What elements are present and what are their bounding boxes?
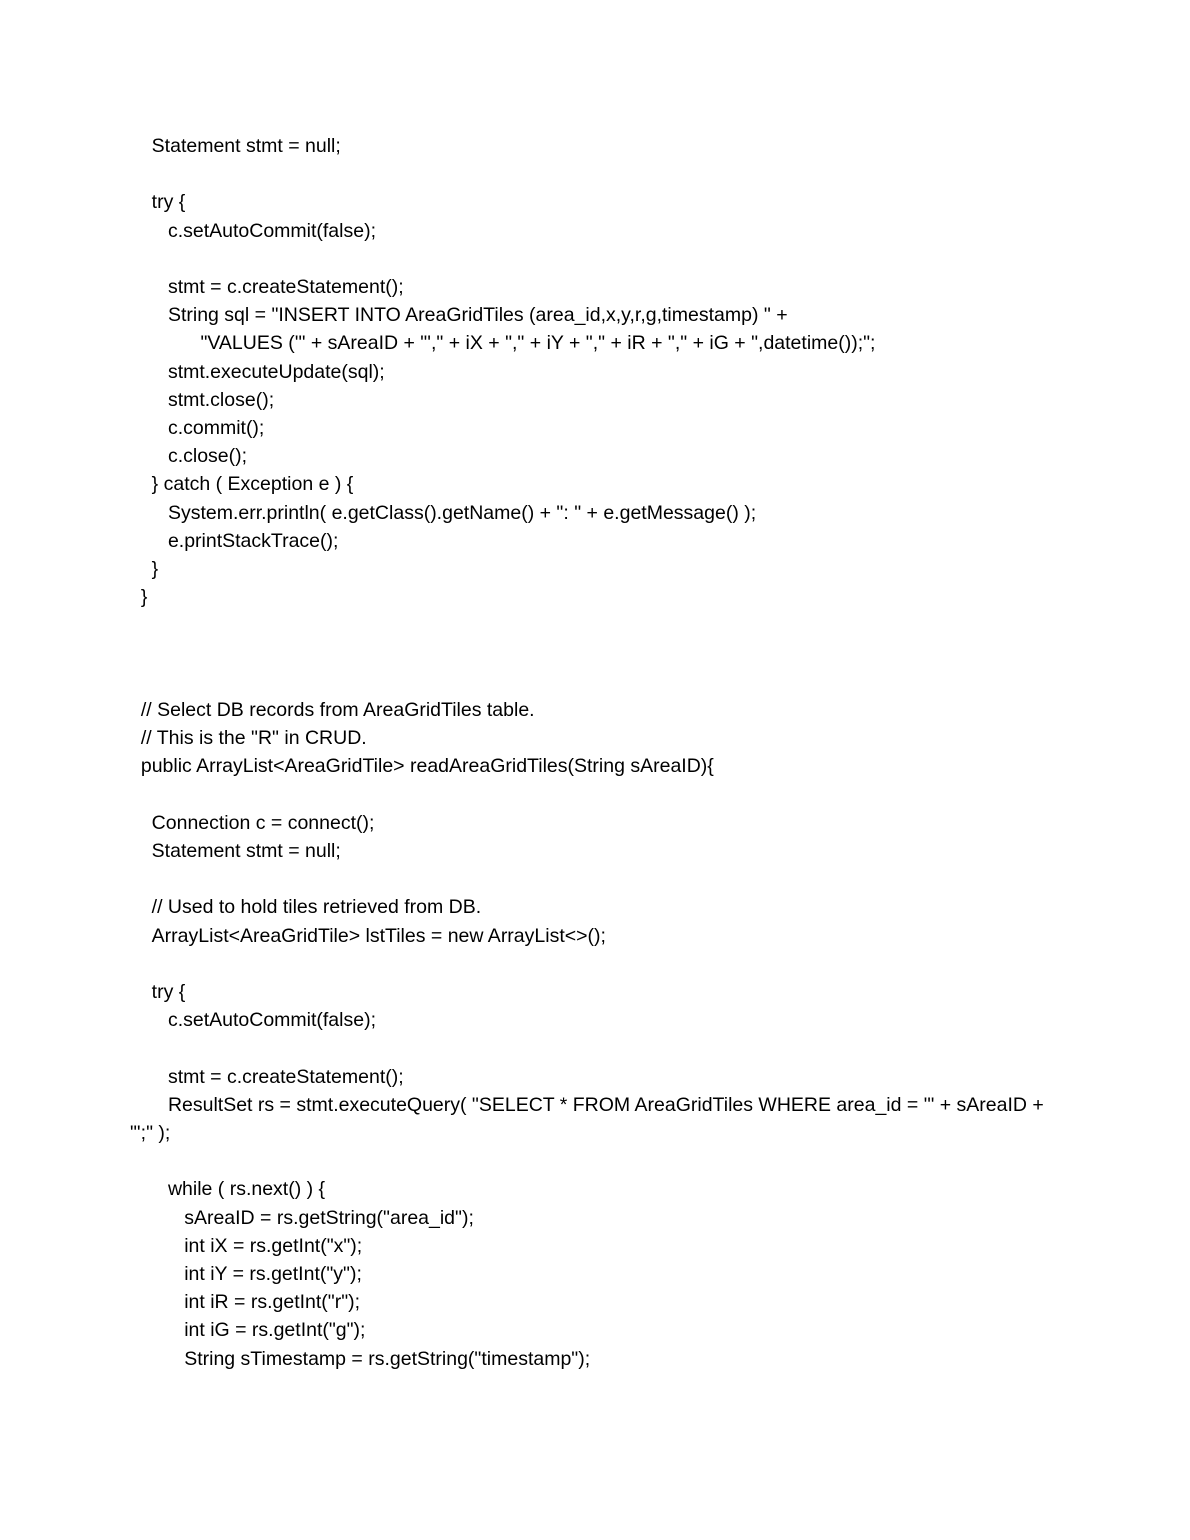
code-blank-line [130,611,1060,639]
code-line: sAreaID = rs.getString("area_id"); [130,1206,474,1229]
code-blank-line [130,781,1060,809]
code-line: Connection c = connect(); [130,811,375,834]
code-line: int iR = rs.getInt("r"); [130,1291,361,1314]
code-line: int iY = rs.getInt("y"); [130,1262,362,1285]
code-line: String sql = "INSERT INTO AreaGridTiles (area_id,x,y,r,g,timestamp) " + [130,304,788,327]
code-line: System.err.println( e.getClass().getName() + ": " + e.getMessage() ); [130,501,757,524]
code-line: ArrayList<AreaGridTile> lstTiles = new ArrayList<>(); [130,924,606,947]
code-line: Statement stmt = null; [130,135,341,157]
code-line: // This is the "R" in CRUD. [130,727,367,750]
code-line: int iX = rs.getInt("x"); [130,1234,363,1257]
code-blank-line [130,668,1060,696]
code-line: stmt = c.createStatement(); [130,1065,404,1088]
code-line: while ( rs.next() ) { [130,1178,326,1201]
code-blank-line [130,1147,1060,1175]
code-line: stmt = c.createStatement(); [130,275,404,298]
code-line: c.setAutoCommit(false); [130,219,376,242]
code-line: int iG = rs.getInt("g"); [130,1319,366,1342]
code-line: } catch ( Exception e ) { [130,473,354,496]
code-line: public ArrayList<AreaGridTile> readAreaGridTiles(String sAreaID){ [130,755,714,778]
code-blank-line [130,245,1060,273]
code-line: try { [130,980,186,1003]
code-line: String sTimestamp = rs.getString("timestamp"); [130,1347,591,1370]
code-line: try { [130,191,186,214]
code-listing [130,132,1060,1373]
code-line: // Select DB records from AreaGridTiles table. [130,698,535,721]
code-line: c.setAutoCommit(false); [130,1009,376,1032]
code-blank-line [130,640,1060,668]
code-line: // Used to hold tiles retrieved from DB. [130,896,482,919]
code-blank-line [130,1034,1060,1062]
code-blank-line [130,950,1060,978]
code-line: ResultSet rs = stmt.executeQuery( "SELECT * FROM AreaGridTiles WHERE area_id = '" + sAreaID + "';" ); [130,1093,1050,1144]
code-line: "VALUES ('" + sAreaID + "'," + iX + "," + iY + "," + iR + "," + iG + ",datetime());"; [130,332,876,355]
code-blank-line [130,160,1060,188]
code-line: } [130,586,148,609]
code-line: Statement stmt = null; [130,839,341,862]
code-line: c.commit(); [130,417,265,439]
code-line: e.printStackTrace(); [130,529,339,552]
code-line: stmt.executeUpdate(sql); [130,360,385,383]
code-blank-line [130,865,1060,893]
code-line: c.close(); [130,445,248,468]
code-line: stmt.close(); [130,388,275,411]
code-line: } [130,558,159,581]
